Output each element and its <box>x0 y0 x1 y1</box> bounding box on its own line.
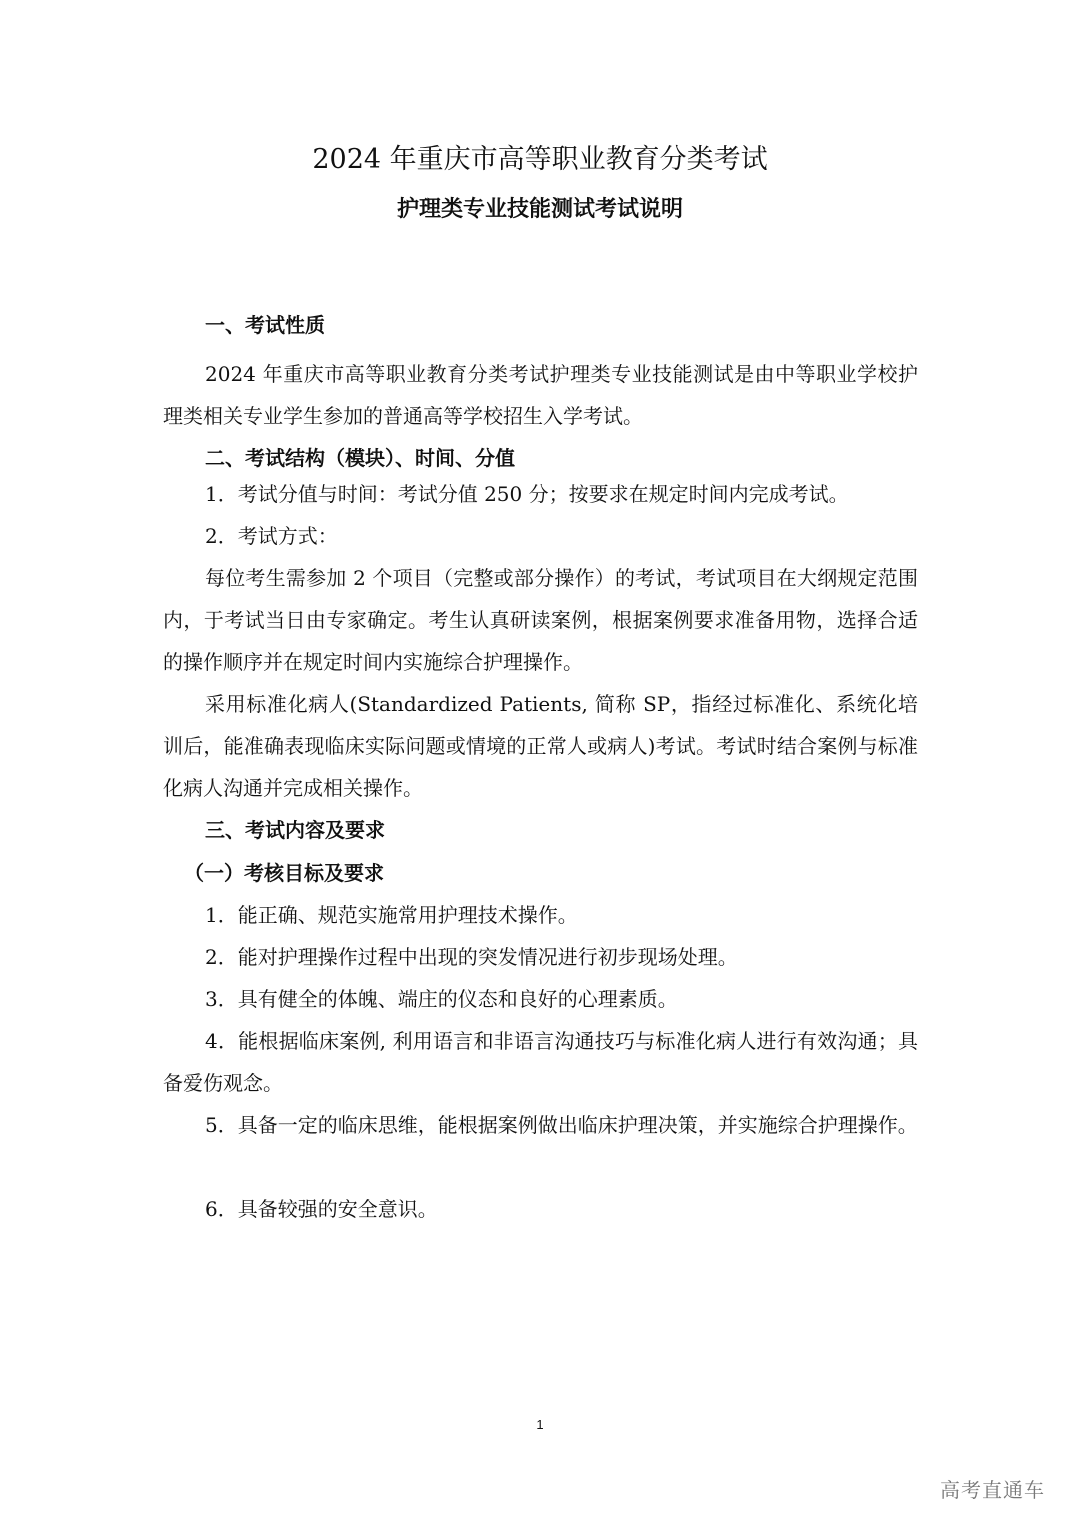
list-item: 4．能根据临床案例, 利用语言和非语言沟通技巧与标准化病人进行有效沟通；具备爱伤观念。 <box>163 1029 918 1095</box>
page-number: 1 <box>536 1417 544 1432</box>
section-heading: 二、考试结构（模块）、时间、分值 <box>205 446 515 470</box>
subsection-heading: （一）考核目标及要求 <box>184 861 384 885</box>
paragraph: 2024 年重庆市高等职业教育分类考试护理类专业技能测试是由中等职业学校护理类相关专业学生参加的普通高等学校招生入学考试。 <box>163 362 918 428</box>
list-item: 6．具备较强的安全意识。 <box>205 1197 438 1221</box>
document-subtitle: 护理类专业技能测试考试说明 <box>396 197 683 222</box>
list-item: 2．考试方式： <box>205 524 338 548</box>
document-title: 2024 年重庆市高等职业教育分类考试 <box>312 144 768 175</box>
watermark: 高考直通车 <box>940 1478 1045 1502</box>
section-heading: 一、考试性质 <box>205 313 325 337</box>
paragraph: 采用标准化病人(Standardized Patients, 简称 SP，指经过标准化、系统化培训后，能准确表现临床实际问题或情境的正常人或病人)考试。考试时结合案例与标准化病人沟通并完成相关操作。 <box>163 692 918 800</box>
section-heading: 三、考试内容及要求 <box>205 818 385 842</box>
list-item: 1．考试分值与时间：考试分值 250 分；按要求在规定时间内完成考试。 <box>205 482 849 506</box>
list-item: 1．能正确、规范实施常用护理技术操作。 <box>205 903 578 927</box>
list-item: 5．具备一定的临床思维，能根据案例做出临床护理决策，并实施综合护理操作。 <box>205 1113 918 1137</box>
paragraph: 每位考生需参加 2 个项目（完整或部分操作）的考试，考试项目在大纲规定范围内，于考试当日由专家确定。考生认真研读案例，根据案例要求准备用物，选择合适的操作顺序并在规定时间内实施综合护理操作。 <box>163 566 918 674</box>
list-item: 3．具有健全的体魄、端庄的仪态和良好的心理素质。 <box>205 987 678 1011</box>
list-item: 2．能对护理操作过程中出现的突发情况进行初步现场处理。 <box>205 945 738 969</box>
